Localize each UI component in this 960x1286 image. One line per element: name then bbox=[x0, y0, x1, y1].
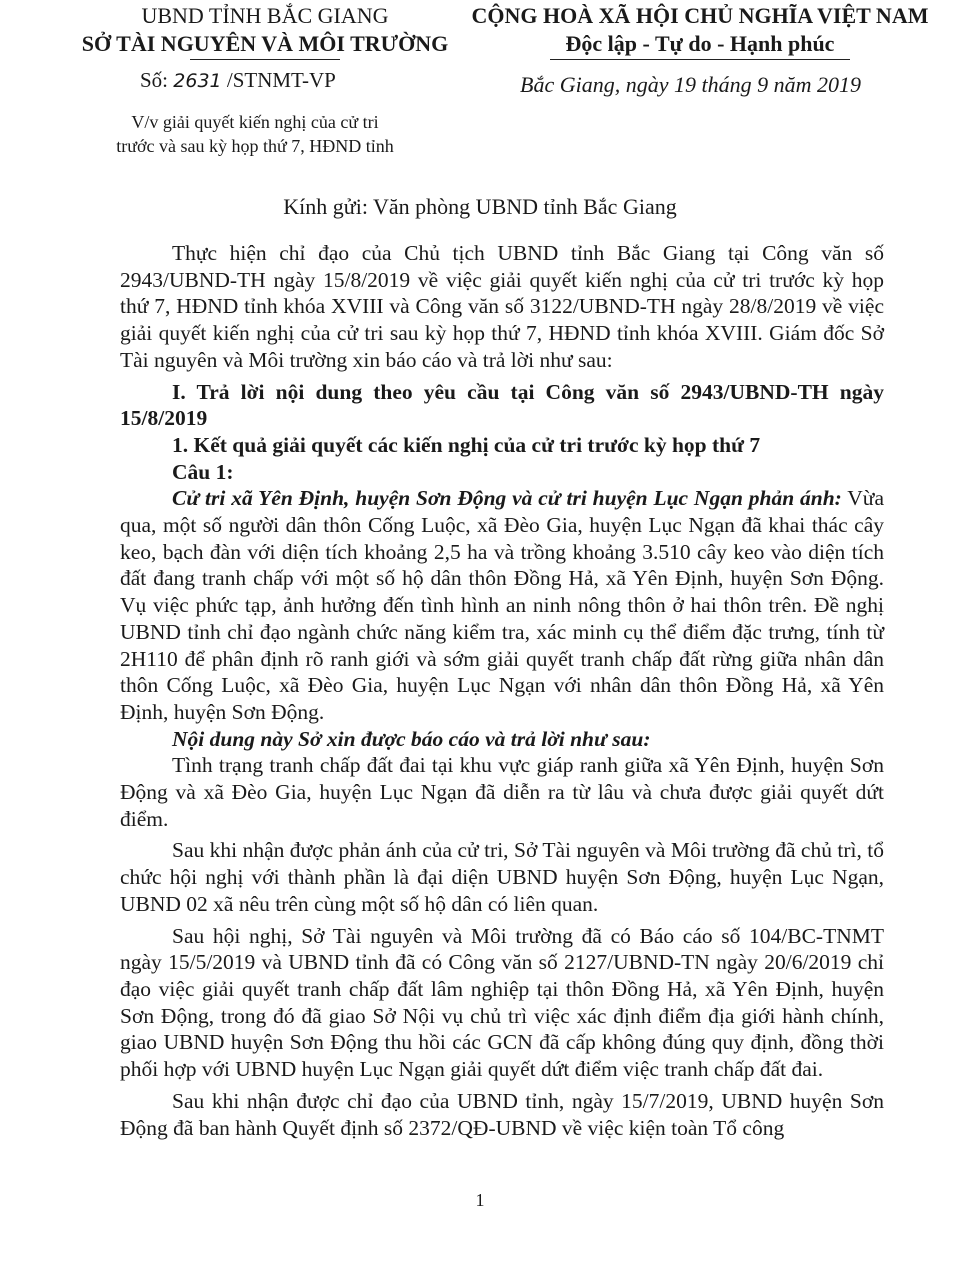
answer-paragraph: Sau hội nghị, Sở Tài nguyên và Môi trường đã có Báo cáo số 104/BC-TNMT ngày 15/5/2019 và UBND tỉnh đã có Công văn số 2127/UBND-TN ngày 20/6/2019 chỉ đạo việc giải quyết tranh chấp đất lâm nghiệp tại thôn Đồng Hả, xã Yên Định, huyện Sơn Động, trong đó đã giao Sở Nội vụ chủ trì việc xác định điểm địa giới hành chính, giao UBND huyện Sơn Động thu hồi các GCN đã cấp không đúng quy định, đồng thời phối hợp với UBND huyện Lục Ngạn giải quyết dứt điểm việc tranh chấp đất đai. bbox=[120, 923, 884, 1082]
national-header bbox=[460, 2, 940, 60]
subject-line-2: trước và sau kỳ họp thứ 7, HĐND tỉnh bbox=[116, 136, 394, 156]
question-paragraph bbox=[120, 485, 884, 725]
number-label: Số: bbox=[140, 68, 169, 92]
agency-parent: UBND TỈNH BẮC GIANG bbox=[141, 3, 389, 28]
answer-paragraph: Tình trạng tranh chấp đất đai tại khu vực giáp ranh giữa xã Yên Định, huyện Sơn Động và xã Đèo Gia, huyện Lục Ngạn đã diễn ra từ lâu và chưa được giải quyết dứt điểm. bbox=[120, 753, 884, 831]
answer-paragraph: Sau khi nhận được chỉ đạo của UBND tỉnh, ngày 15/7/2019, UBND huyện Sơn Động đã ban hành Quyết định số 2372/QĐ-UBND về việc kiện toàn Tổ công bbox=[120, 1088, 884, 1140]
agency-underline bbox=[190, 59, 340, 60]
intro-paragraph: Thực hiện chỉ đạo của Chủ tịch UBND tỉnh Bắc Giang tại Công văn số 2943/UBND-TH ngày 15/8/2019 về việc giải quyết kiến nghị của cử tri trước kỳ họp thứ 7, HĐND tỉnh khóa XVIII và Công văn số 3122/UBND-TH ngày 28/8/2019 về việc giải quyết kiến nghị của cử tri sau kỳ họp thứ 7, HĐND tỉnh khóa XVIII. Giám đốc Sở Tài nguyên và Môi trường xin báo cáo và trả lời như sau: bbox=[120, 241, 884, 372]
page-number: 1 bbox=[475, 1190, 485, 1210]
document-body bbox=[120, 240, 884, 1141]
subsection-heading: 1. Kết quả giải quyết các kiến nghị của cử tri trước kỳ họp thứ 7 bbox=[172, 432, 761, 457]
national-motto: Độc lập - Tự do - Hạnh phúc bbox=[565, 31, 835, 56]
agency-name: SỞ TÀI NGUYÊN VÀ MÔI TRƯỜNG bbox=[81, 31, 449, 56]
section-heading: I. Trả lời nội dung theo yêu cầu tại Công văn số 2943/UBND-TH ngày 15/8/2019 bbox=[120, 379, 884, 431]
answer-paragraph: Sau khi nhận được phản ánh của cử tri, Sở Tài nguyên và Môi trường đã chủ trì, tổ chức hội nghị với thành phần là đại diện UBND huyện Sơn Động, huyện Lục Ngạn, UBND 02 xã nêu trên cùng một số hộ dân có liên quan. bbox=[120, 838, 884, 916]
number-suffix: /STNMT-VP bbox=[226, 68, 336, 92]
agency-header bbox=[80, 2, 450, 60]
question-text: Vừa qua, một số người dân thôn Cống Luộc, xã Đèo Gia, huyện Lục Ngạn đã khai thác cây keo, bạch đàn với diện tích khoảng 2,5 ha và trồng khoảng 3.510 cây keo vào diện tích đất đang tranh chấp với một số hộ dân thôn Đồng Hả, xã Yên Định, huyện Sơn Động. Vụ việc phức tạp, ảnh hưởng đến tình hình an ninh nông thôn ở hai thôn trên. Đề nghị UBND tỉnh chỉ đạo ngành chức năng kiểm tra, xác minh cụ thể điểm đặc trưng, tính từ 2H110 để phân định rõ ranh giới và sớm giải quyết tranh chấp đất rừng giữa nhân dân thôn Cống Luộc, xã Đèo Gia, huyện Lục Ngạn với nhân dân thôn Đồng Hả, xã Yên Định, huyện Sơn Động. bbox=[120, 486, 884, 724]
subject-line-1: V/v giải quyết kiến nghị của cử tri bbox=[131, 112, 379, 132]
place-date: Bắc Giang, ngày 19 tháng 9 năm 2019 bbox=[520, 72, 861, 97]
question-voters: Cử tri xã Yên Định, huyện Sơn Động và cử tri huyện Lục Ngạn phản ánh: bbox=[172, 486, 842, 511]
recipient: Kính gửi: Văn phòng UBND tỉnh Bắc Giang bbox=[283, 194, 677, 219]
answer-intro: Nội dung này Sở xin được báo cáo và trả lời như sau: bbox=[172, 726, 651, 751]
subject-line bbox=[90, 110, 420, 158]
document-number bbox=[140, 68, 336, 93]
nation-name: CỘNG HOÀ XÃ HỘI CHỦ NGHĨA VIỆT NAM bbox=[471, 3, 929, 28]
motto-underline bbox=[550, 59, 850, 60]
question-label: Câu 1: bbox=[172, 459, 234, 484]
number-handwritten: 2631 bbox=[173, 70, 222, 92]
